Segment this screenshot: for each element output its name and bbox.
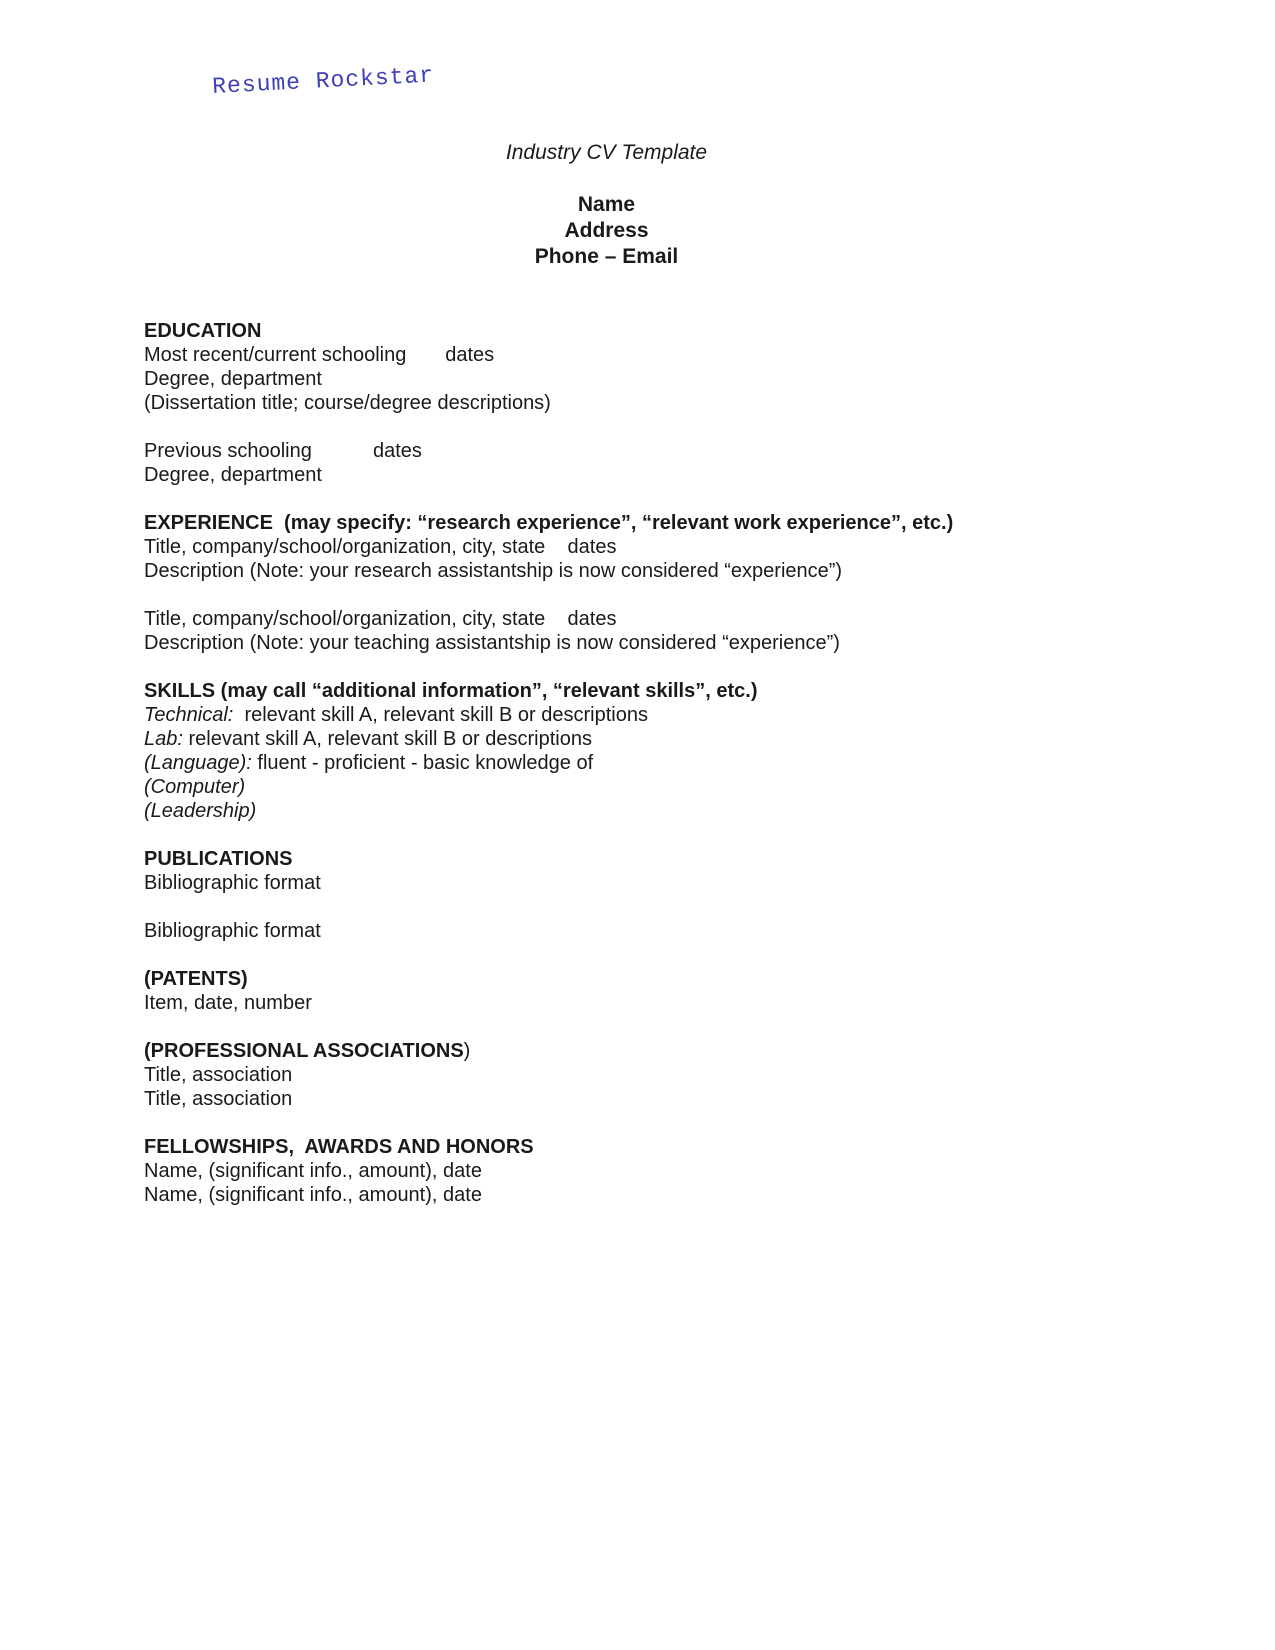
doc-text-span: (PROFESSIONAL ASSOCIATIONS: [144, 1040, 464, 1062]
doc-text-span: Most recent/current schooling dates: [144, 344, 495, 366]
doc-line: [144, 1135, 1144, 1159]
doc-line: [144, 727, 1144, 751]
blank-line: [144, 823, 1144, 847]
doc-line: [144, 991, 1144, 1015]
doc-line: [144, 367, 1144, 391]
contact-name: Name: [577, 193, 636, 216]
doc-line: [144, 319, 1144, 343]
doc-text-span: FELLOWSHIPS, AWARDS AND HONORS: [144, 1136, 534, 1158]
contact-block: [144, 192, 1069, 270]
document-title: Industry CV Template: [505, 141, 708, 164]
doc-line: [144, 535, 1144, 559]
doc-text-span: (Language):: [144, 752, 252, 774]
doc-line: [144, 559, 1144, 583]
doc-text-span: Description (Note: your teaching assistantship is now considered “experience”): [144, 632, 840, 654]
doc-text-span: ): [463, 1040, 471, 1062]
doc-line: [144, 967, 1144, 991]
blank-line: [144, 895, 1144, 919]
doc-line: [144, 1087, 1144, 1111]
doc-text-span: Previous schooling dates: [144, 440, 422, 462]
blank-line: [144, 943, 1144, 967]
doc-line: [144, 607, 1144, 631]
document-body: [144, 319, 1144, 1207]
doc-text-span: Title, association: [144, 1088, 293, 1110]
doc-text-span: Bibliographic format: [144, 872, 321, 894]
doc-line: [144, 847, 1144, 871]
doc-text-span: relevant skill A, relevant skill B or descriptions: [233, 704, 648, 726]
doc-text-span: (PATENTS): [144, 968, 248, 990]
doc-text-span: Item, date, number: [144, 992, 312, 1014]
doc-text-span: EXPERIENCE (may specify: “research experience”, “relevant work experience”, etc.): [144, 512, 954, 534]
doc-text-span: fluent - proficient - basic knowledge of: [251, 752, 594, 774]
doc-text-span: relevant skill A, relevant skill B or descriptions: [182, 728, 592, 750]
doc-line: [144, 751, 1144, 775]
doc-line: [144, 1039, 1144, 1063]
blank-line: [144, 583, 1144, 607]
doc-line: [144, 703, 1144, 727]
doc-text-span: (Computer): [144, 776, 246, 798]
doc-text-span: Degree, department: [144, 464, 322, 486]
doc-text-span: SKILLS (may call “additional information”, “relevant skills”, etc.): [144, 680, 758, 702]
blank-line: [144, 415, 1144, 439]
doc-line: [144, 775, 1144, 799]
doc-line: [144, 463, 1144, 487]
doc-text-span: Name, (significant info., amount), date: [144, 1184, 482, 1206]
doc-text-span: (Dissertation title; course/degree descriptions): [144, 392, 551, 414]
doc-text-span: Description (Note: your research assistantship is now considered “experience”): [144, 560, 843, 582]
doc-text-span: Title, company/school/organization, city, state dates: [144, 536, 617, 558]
doc-line: [144, 631, 1144, 655]
doc-line: [144, 799, 1144, 823]
doc-line: [144, 391, 1144, 415]
doc-line: [144, 1183, 1144, 1207]
blank-line: [144, 487, 1144, 511]
doc-line: [144, 343, 1144, 367]
doc-text-span: Degree, department: [144, 368, 322, 390]
doc-text-span: Bibliographic format: [144, 920, 321, 942]
brand-logo: Resume Rockstar: [211, 62, 435, 100]
doc-text-span: Title, association: [144, 1064, 293, 1086]
blank-line: [144, 1111, 1144, 1135]
doc-line: [144, 871, 1144, 895]
doc-text-span: PUBLICATIONS: [144, 848, 293, 870]
doc-line: [144, 439, 1144, 463]
doc-text-span: (Leadership): [144, 800, 257, 822]
blank-line: [144, 655, 1144, 679]
doc-text-span: Technical:: [144, 704, 234, 726]
contact-address: Address: [564, 219, 649, 242]
blank-line: [144, 1015, 1144, 1039]
doc-line: [144, 1159, 1144, 1183]
doc-text-span: Title, company/school/organization, city, state dates: [144, 608, 617, 630]
contact-phone-email: Phone – Email: [534, 245, 679, 268]
doc-line: [144, 511, 1144, 535]
doc-line: [144, 1063, 1144, 1087]
doc-text-span: Lab:: [144, 728, 183, 750]
doc-text-span: EDUCATION: [144, 320, 262, 342]
doc-line: [144, 679, 1144, 703]
doc-line: [144, 919, 1144, 943]
doc-text-span: Name, (significant info., amount), date: [144, 1160, 482, 1182]
